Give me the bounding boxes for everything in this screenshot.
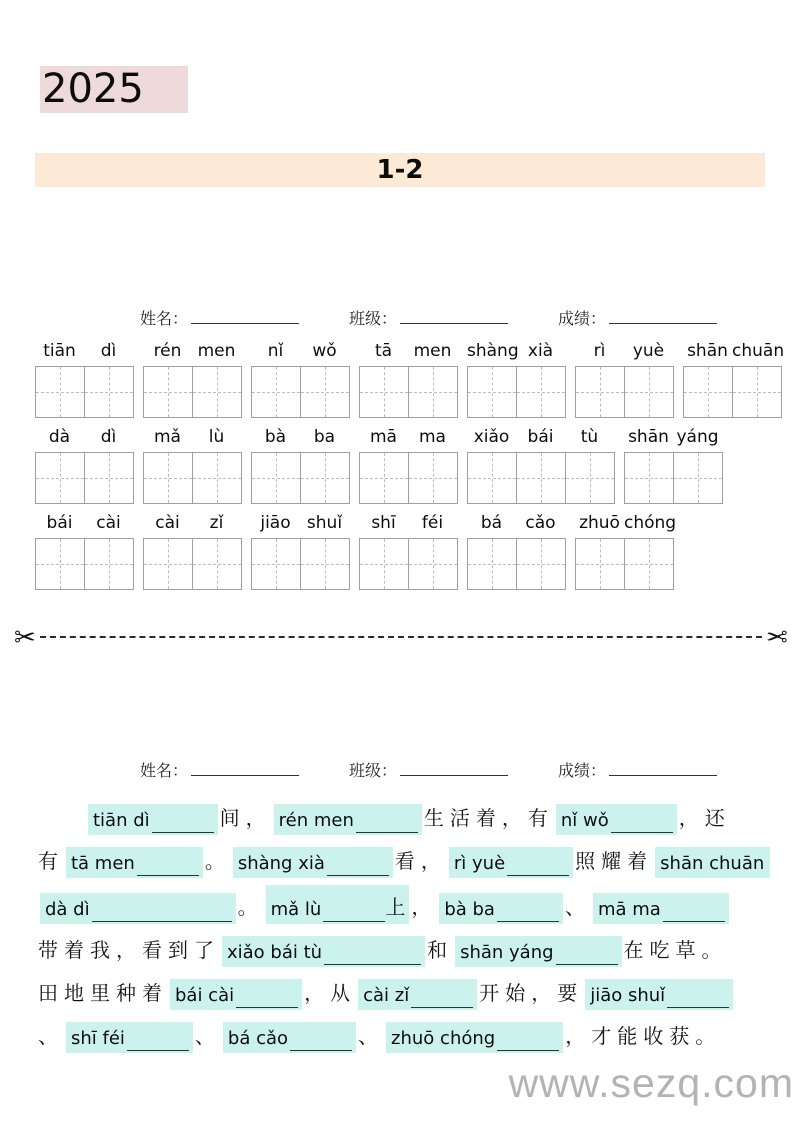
- passage-text: 、: [194, 1026, 221, 1048]
- tianzige-cell: [301, 539, 349, 589]
- tianzige-cell: [193, 539, 241, 589]
- passage-line: [38, 974, 768, 1010]
- score-label: 成绩：: [558, 311, 607, 328]
- passage-text: 、: [564, 897, 591, 919]
- tianzige-cell: [252, 539, 301, 589]
- highlighted-pinyin-blank: [40, 893, 236, 924]
- tianzige-cell: [576, 367, 625, 417]
- pinyin-word-group: [359, 427, 458, 504]
- passage-text: 照耀着: [575, 851, 654, 873]
- writing-cells: [467, 538, 566, 590]
- pinyin-syllable: lù: [208, 427, 225, 447]
- passage-text: 有: [38, 851, 64, 873]
- passage-text: 、: [358, 1026, 385, 1048]
- pinyin-syllable: xià: [527, 341, 554, 361]
- passage-text: 、: [38, 1026, 64, 1048]
- writing-cells: [143, 538, 242, 590]
- pinyin-syllable: jiāo: [260, 513, 291, 533]
- writing-cells: [35, 452, 134, 504]
- pinyin-hint: nǐ wǒ: [560, 810, 609, 831]
- pinyin-syllable: shuǐ: [306, 513, 343, 533]
- answer-blank-line: [324, 944, 421, 965]
- pinyin-syllable: yáng: [676, 427, 719, 447]
- writing-cells: [143, 452, 242, 504]
- tianzige-cell: [85, 453, 133, 503]
- pinyin-word-group: [624, 427, 723, 504]
- pinyin-syllable: dì: [100, 427, 117, 447]
- tianzige-cell: [517, 539, 565, 589]
- writing-cells: [251, 366, 350, 418]
- pinyin-hint: shàng xià: [237, 853, 325, 874]
- writing-cells: [359, 538, 458, 590]
- writing-cells: [575, 538, 674, 590]
- writing-cells: [683, 366, 782, 418]
- tianzige-cell: [193, 367, 241, 417]
- answer-blank-line: [323, 901, 385, 922]
- pinyin-word-group: [359, 341, 458, 418]
- tianzige-cell: [360, 539, 409, 589]
- pinyin-hint: tā men: [71, 853, 135, 874]
- pinyin-writing-grids: [35, 341, 785, 599]
- pinyin-syllable: men: [413, 341, 452, 361]
- passage-text: 和: [427, 940, 454, 962]
- pinyin-syllable: dì: [100, 341, 117, 361]
- pinyin-word-group: [35, 427, 134, 504]
- passage-text: ，才能收获。: [565, 1026, 722, 1048]
- fill-in-passage: [38, 799, 768, 1060]
- tianzige-cell: [625, 453, 674, 503]
- pinyin-row: [35, 513, 775, 590]
- writing-cells: [35, 366, 134, 418]
- pinyin-syllable: shān: [687, 341, 728, 361]
- top-header-fields: [140, 306, 760, 329]
- passage-text: 田地里种着: [38, 983, 168, 1005]
- name-label: 姓名：: [140, 763, 189, 780]
- highlighted-pinyin-blank: [274, 804, 422, 835]
- tianzige-cell: [517, 367, 565, 417]
- highlighted-pinyin-blank: [593, 893, 729, 924]
- answer-blank-line: [611, 812, 673, 833]
- pinyin-syllable: tā: [374, 341, 393, 361]
- pinyin-labels: [467, 513, 566, 533]
- pinyin-word-group: [575, 513, 677, 590]
- pinyin-syllable: mā: [370, 427, 397, 447]
- pinyin-syllable: tiān: [43, 341, 76, 361]
- pinyin-syllable: féi: [421, 513, 444, 533]
- answer-blank-line: [497, 901, 559, 922]
- pinyin-labels: [359, 341, 458, 361]
- answer-blank-line: [507, 855, 569, 876]
- pinyin-syllable: cài: [96, 513, 121, 533]
- answer-blank-line: [356, 812, 418, 833]
- pinyin-syllable: ba: [313, 427, 336, 447]
- pinyin-hint: mǎ lù: [270, 899, 322, 920]
- lesson-title-band: 1-2: [35, 153, 765, 187]
- tianzige-cell: [409, 539, 457, 589]
- highlighted-pinyin-blank: [88, 804, 218, 835]
- highlighted-pinyin-blank: [66, 847, 203, 878]
- passage-line: [38, 885, 768, 924]
- highlighted-pinyin-blank: [66, 1022, 193, 1053]
- class-label: 班级：: [349, 763, 398, 780]
- passage-text: 间，: [219, 808, 272, 830]
- tianzige-cell: [301, 367, 349, 417]
- highlighted-pinyin-blank: [223, 1022, 356, 1053]
- pinyin-word-group: [467, 341, 566, 418]
- pinyin-hint: cài zǐ: [363, 985, 410, 1006]
- score-field: [558, 758, 717, 781]
- passage-text: 。: [204, 851, 231, 873]
- answer-blank-line: [92, 901, 232, 922]
- pinyin-hint: shī féi: [71, 1028, 125, 1049]
- tianzige-cell: [733, 367, 781, 417]
- score-blank-line: [609, 761, 717, 776]
- pinyin-labels: [575, 513, 677, 533]
- tianzige-cell: [684, 367, 733, 417]
- tianzige-cell: [566, 453, 614, 503]
- tianzige-cell: [144, 367, 193, 417]
- pinyin-word-group: [143, 341, 242, 418]
- pinyin-hint: shān yáng: [460, 942, 554, 963]
- answer-blank-line: [152, 812, 214, 833]
- pinyin-syllable: ma: [419, 427, 446, 447]
- tianzige-cell: [301, 453, 349, 503]
- pinyin-hint: bái cài: [175, 985, 235, 1006]
- pinyin-labels: [143, 513, 242, 533]
- pinyin-hint: rì yuè: [453, 853, 506, 874]
- pinyin-hint: shān chuān: [660, 853, 765, 874]
- pinyin-word-group: [35, 341, 134, 418]
- highlighted-pinyin-blank: [439, 893, 563, 924]
- writing-cells: [467, 366, 566, 418]
- pinyin-syllable: shàng: [467, 341, 519, 361]
- pinyin-word-group: [467, 427, 615, 504]
- passage-line: [38, 842, 768, 878]
- pinyin-syllable: tù: [580, 427, 599, 447]
- answer-blank-line: [137, 855, 199, 876]
- tianzige-cell: [36, 367, 85, 417]
- pinyin-word-group: [35, 513, 134, 590]
- passage-text: 上: [385, 897, 406, 919]
- score-label: 成绩：: [558, 763, 607, 780]
- pinyin-labels: [683, 341, 785, 361]
- tianzige-cell: [360, 367, 409, 417]
- pinyin-row: [35, 427, 775, 504]
- name-field: [140, 758, 299, 781]
- tianzige-cell: [576, 539, 625, 589]
- pinyin-syllable: xiǎo: [473, 427, 510, 447]
- highlighted-pinyin-blank: [585, 979, 733, 1010]
- bottom-header-fields: [140, 758, 760, 781]
- passage-text: ，: [411, 897, 438, 919]
- pinyin-labels: [251, 513, 350, 533]
- pinyin-word-group: [143, 427, 242, 504]
- pinyin-syllable: cài: [155, 513, 180, 533]
- pinyin-labels: [467, 427, 615, 447]
- highlighted-pinyin-blank: [233, 847, 393, 878]
- pinyin-row: [35, 341, 785, 418]
- answer-blank-line: [127, 1030, 189, 1051]
- pinyin-syllable: cǎo: [525, 513, 556, 533]
- watermark: www.sezq.com: [508, 1060, 794, 1106]
- pinyin-labels: [467, 341, 566, 361]
- writing-cells: [251, 452, 350, 504]
- cut-dashed-line: [40, 636, 762, 638]
- tianzige-cell: [409, 367, 457, 417]
- pinyin-hint: bá cǎo: [227, 1028, 289, 1049]
- pinyin-hint: jiāo shuǐ: [590, 985, 666, 1006]
- tianzige-cell: [468, 367, 517, 417]
- pinyin-syllable: yuè: [632, 341, 665, 361]
- pinyin-hint: bà ba: [444, 899, 495, 920]
- pinyin-hint: tiān dì: [93, 810, 150, 831]
- pinyin-syllable: bái: [46, 513, 73, 533]
- pinyin-labels: [143, 341, 242, 361]
- tianzige-cell: [625, 367, 673, 417]
- class-label: 班级：: [349, 311, 398, 328]
- pinyin-hint: xiǎo bái tù: [227, 942, 323, 963]
- pinyin-syllable: shī: [371, 513, 396, 533]
- pinyin-syllable: chóng: [624, 513, 677, 533]
- pinyin-word-group: [251, 513, 350, 590]
- tianzige-cell: [674, 453, 722, 503]
- pinyin-hint: mā ma: [597, 899, 661, 920]
- passage-text: ，还: [678, 808, 731, 830]
- name-blank-line: [191, 309, 299, 324]
- class-blank-line: [400, 309, 508, 324]
- writing-cells: [624, 452, 723, 504]
- pinyin-labels: [35, 341, 134, 361]
- pinyin-labels: [359, 513, 458, 533]
- pinyin-labels: [143, 427, 242, 447]
- writing-cells: [359, 452, 458, 504]
- answer-blank-line: [236, 987, 298, 1008]
- pinyin-word-group: [359, 513, 458, 590]
- tianzige-cell: [468, 539, 517, 589]
- passage-text: 开始，要: [479, 983, 584, 1005]
- tianzige-cell: [144, 453, 193, 503]
- highlighted-pinyin-blank: [222, 936, 425, 967]
- tianzige-cell: [625, 539, 673, 589]
- pinyin-word-group: [683, 341, 785, 418]
- answer-blank-line: [327, 855, 389, 876]
- pinyin-word-group: [251, 427, 350, 504]
- pinyin-word-group: [575, 341, 674, 418]
- pinyin-labels: [251, 341, 350, 361]
- pinyin-labels: [35, 427, 134, 447]
- pinyin-hint: rén men: [278, 810, 354, 831]
- highlighted-pinyin-blank: [358, 979, 477, 1010]
- passage-text: 在吃草。: [623, 940, 728, 962]
- passage-text: ，从: [304, 983, 357, 1005]
- passage-line: [38, 799, 768, 835]
- highlighted-pinyin-blank: [266, 885, 410, 924]
- writing-cells: [143, 366, 242, 418]
- highlighted-pinyin-blank: [386, 1022, 563, 1053]
- passage-text: 。: [237, 897, 264, 919]
- answer-blank-line: [667, 987, 729, 1008]
- tianzige-cell: [193, 453, 241, 503]
- passage-text: 带着我，看到了: [38, 940, 220, 962]
- pinyin-labels: [35, 513, 134, 533]
- tianzige-cell: [360, 453, 409, 503]
- pinyin-word-group: [251, 341, 350, 418]
- answer-blank-line: [663, 901, 725, 922]
- scissors-icon: ✂: [766, 622, 788, 652]
- pinyin-syllable: bá: [480, 513, 503, 533]
- highlighted-pinyin-blank: [170, 979, 302, 1010]
- score-field: [558, 306, 717, 329]
- writing-cells: [575, 366, 674, 418]
- cut-line: [14, 622, 788, 652]
- pinyin-syllable: men: [197, 341, 236, 361]
- writing-cells: [467, 452, 615, 504]
- pinyin-hint: dà dì: [45, 899, 90, 920]
- name-blank-line: [191, 761, 299, 776]
- pinyin-syllable: nǐ: [267, 341, 284, 361]
- answer-blank-line: [497, 1030, 559, 1051]
- pinyin-syllable: zhuō: [579, 513, 620, 533]
- writing-cells: [251, 538, 350, 590]
- score-blank-line: [609, 309, 717, 324]
- answer-blank-line: [556, 944, 618, 965]
- scissors-icon: ✂: [14, 622, 36, 652]
- tianzige-cell: [85, 367, 133, 417]
- answer-blank-line: [290, 1030, 352, 1051]
- class-field: [349, 306, 508, 329]
- pinyin-word-group: [143, 513, 242, 590]
- pinyin-syllable: rì: [593, 341, 606, 361]
- passage-line: [38, 1017, 768, 1053]
- pinyin-syllable: wǒ: [312, 341, 337, 361]
- tianzige-cell: [252, 367, 301, 417]
- name-field: [140, 306, 299, 329]
- pinyin-labels: [575, 341, 674, 361]
- highlighted-pinyin-blank: [455, 936, 621, 967]
- pinyin-syllable: zǐ: [209, 513, 224, 533]
- class-blank-line: [400, 761, 508, 776]
- passage-text: 生活着，有: [423, 808, 554, 830]
- tianzige-cell: [144, 539, 193, 589]
- tianzige-cell: [252, 453, 301, 503]
- pinyin-syllable: bà: [264, 427, 287, 447]
- highlighted-pinyin-blank: [449, 847, 573, 878]
- year-badge: 2025: [40, 66, 188, 113]
- pinyin-syllable: mǎ: [154, 427, 181, 447]
- pinyin-labels: [624, 427, 723, 447]
- tianzige-cell: [468, 453, 517, 503]
- writing-cells: [35, 538, 134, 590]
- tianzige-cell: [36, 539, 85, 589]
- passage-text: 看，: [394, 851, 447, 873]
- pinyin-labels: [251, 427, 350, 447]
- highlighted-pinyin-blank: [556, 804, 677, 835]
- pinyin-syllable: rén: [153, 341, 182, 361]
- pinyin-word-group: [467, 513, 566, 590]
- pinyin-labels: [359, 427, 458, 447]
- class-field: [349, 758, 508, 781]
- pinyin-syllable: chuān: [732, 341, 785, 361]
- pinyin-syllable: shān: [628, 427, 669, 447]
- tianzige-cell: [517, 453, 566, 503]
- highlighted-pinyin-blank: [655, 847, 770, 878]
- answer-blank-line: [411, 987, 473, 1008]
- passage-line: [38, 931, 768, 967]
- pinyin-hint: zhuō chóng: [391, 1028, 496, 1049]
- tianzige-cell: [85, 539, 133, 589]
- pinyin-syllable: bái: [527, 427, 554, 447]
- writing-cells: [359, 366, 458, 418]
- name-label: 姓名：: [140, 311, 189, 328]
- tianzige-cell: [36, 453, 85, 503]
- tianzige-cell: [409, 453, 457, 503]
- pinyin-syllable: dà: [48, 427, 71, 447]
